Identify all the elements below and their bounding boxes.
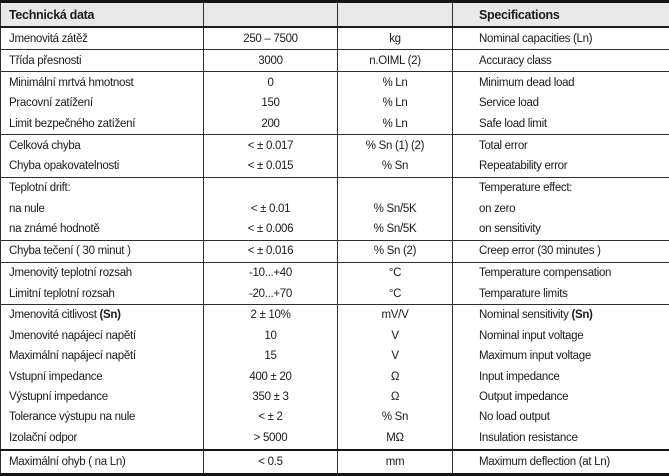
english-label: Temparature limits <box>479 287 568 300</box>
english-label: Temperature effect: <box>479 182 573 195</box>
value-cell: 250 – 7500 <box>204 27 338 50</box>
english-label-cell <box>453 114 669 135</box>
header-unit-cell <box>338 2 453 28</box>
unit-cell: Ω <box>338 367 453 387</box>
czech-label-cell <box>1 72 204 93</box>
czech-label: Maximální napájecí napětí <box>9 350 136 363</box>
czech-label: Třída přesnosti <box>9 54 82 67</box>
czech-label-cell <box>1 305 204 326</box>
czech-label: Jmenovitá zátěž <box>9 32 88 45</box>
english-label: Output impedance <box>479 391 569 404</box>
unit-cell: V <box>338 326 453 346</box>
unit-cell: mV/V <box>338 305 453 326</box>
czech-label-cell <box>1 93 204 113</box>
table-body <box>1 27 669 475</box>
unit-cell: % Sn/5K <box>338 198 453 218</box>
value-cell: < 0.5 <box>204 450 338 475</box>
english-label: Input impedance <box>479 370 560 383</box>
table-header <box>1 2 669 28</box>
english-label-cell <box>453 346 669 366</box>
english-label: on zero <box>479 202 516 215</box>
czech-label-cell <box>1 262 204 283</box>
table-row <box>1 50 669 72</box>
value-cell: < ± 0.015 <box>204 156 338 177</box>
czech-label-cell <box>1 114 204 135</box>
czech-label: Celková chyba <box>9 139 81 152</box>
czech-label: Pracovní zatížení <box>9 97 93 110</box>
czech-label-cell <box>1 428 204 450</box>
table-row <box>1 240 669 262</box>
english-label-cell <box>453 219 669 240</box>
value-cell: 350 ± 3 <box>204 387 338 407</box>
english-label: Safe load limit <box>479 117 547 130</box>
english-label: Minimum dead load <box>479 76 575 89</box>
value-cell: 400 ± 20 <box>204 367 338 387</box>
value-cell: 0 <box>204 72 338 93</box>
english-label: Maximum deflection (at Ln) <box>479 455 610 468</box>
english-label: Service load <box>479 97 539 110</box>
value-cell: -20...+70 <box>204 283 338 304</box>
czech-label-cell <box>1 387 204 407</box>
english-label: Maximum input voltage <box>479 350 591 363</box>
table-row <box>1 450 669 475</box>
unit-cell: mm <box>338 450 453 475</box>
english-label-cell <box>453 387 669 407</box>
unit-cell <box>338 177 453 198</box>
unit-cell: °C <box>338 262 453 283</box>
unit-cell: % Sn <box>338 156 453 177</box>
table-row <box>1 27 669 50</box>
english-label: Temperature compensation <box>479 266 612 279</box>
value-cell: 3000 <box>204 50 338 72</box>
unit-cell: kg <box>338 27 453 50</box>
unit-cell: % Sn/5K <box>338 219 453 240</box>
unit-cell: % Ln <box>338 114 453 135</box>
czech-label: Teplotní drift: <box>9 182 71 195</box>
table-row <box>1 219 669 240</box>
czech-label: Jmenovitý teplotní rozsah <box>9 266 132 279</box>
czech-label: Chyba tečení ( 30 minut ) <box>9 245 131 258</box>
english-label-bold: (Sn) <box>571 309 593 322</box>
czech-label: Výstupní impedance <box>9 391 108 404</box>
czech-label-cell <box>1 135 204 156</box>
table-row <box>1 428 669 450</box>
value-cell: < ± 0.017 <box>204 135 338 156</box>
unit-cell: n.OIML (2) <box>338 50 453 72</box>
value-cell: < ± 0.016 <box>204 240 338 262</box>
english-label-cell <box>453 93 669 113</box>
english-label-cell <box>453 135 669 156</box>
table-row <box>1 156 669 177</box>
english-label: Total error <box>479 139 528 152</box>
table-header-row <box>1 2 669 28</box>
table-row <box>1 367 669 387</box>
czech-label-cell <box>1 177 204 198</box>
table-row <box>1 198 669 218</box>
english-label-cell <box>453 407 669 427</box>
english-label-cell <box>453 50 669 72</box>
czech-label: Vstupní impedance <box>9 370 103 383</box>
czech-label-cell <box>1 219 204 240</box>
table-row <box>1 326 669 346</box>
unit-cell: % Sn (1) (2) <box>338 135 453 156</box>
unit-cell: MΩ <box>338 428 453 450</box>
table-row <box>1 177 669 198</box>
english-label: Creep error (30 minutes ) <box>479 245 601 258</box>
value-cell: 2 ± 10% <box>204 305 338 326</box>
english-label-cell <box>453 240 669 262</box>
czech-label-cell <box>1 283 204 304</box>
value-cell: 15 <box>204 346 338 366</box>
english-label: No load output <box>479 411 550 424</box>
czech-label: Jmenovitá citlivost <box>9 309 97 322</box>
czech-label-cell <box>1 450 204 475</box>
english-label-cell <box>453 450 669 475</box>
unit-cell: % Ln <box>338 93 453 113</box>
table-row <box>1 114 669 135</box>
czech-label-cell <box>1 156 204 177</box>
czech-label: Jmenovité napájecí napětí <box>9 329 136 342</box>
table-row <box>1 93 669 113</box>
czech-label-cell <box>1 50 204 72</box>
czech-label-cell <box>1 27 204 50</box>
value-cell: 200 <box>204 114 338 135</box>
english-label-cell <box>453 428 669 450</box>
table-row <box>1 72 669 93</box>
czech-label: na nule <box>9 202 45 215</box>
czech-label: na známé hodnotě <box>9 223 100 236</box>
table-row <box>1 135 669 156</box>
english-label-cell <box>453 305 669 326</box>
english-label-cell <box>453 198 669 218</box>
english-label: Nominal input voltage <box>479 329 584 342</box>
english-label: on sensitivity <box>479 223 541 236</box>
english-label-cell <box>453 262 669 283</box>
czech-label-bold: (Sn) <box>99 309 121 322</box>
czech-label-cell <box>1 326 204 346</box>
header-specs-title: Specifications <box>453 2 669 28</box>
header-czech-title: Technická data <box>1 2 204 28</box>
unit-cell: % Ln <box>338 72 453 93</box>
value-cell: 150 <box>204 93 338 113</box>
value-cell: 10 <box>204 326 338 346</box>
czech-label-cell <box>1 346 204 366</box>
english-label-cell <box>453 326 669 346</box>
unit-cell: % Sn (2) <box>338 240 453 262</box>
czech-label-cell <box>1 407 204 427</box>
value-cell <box>204 177 338 198</box>
table-row <box>1 305 669 326</box>
english-label: Accuracy class <box>479 54 552 67</box>
czech-label: Chyba opakovatelnosti <box>9 160 120 173</box>
english-label-cell <box>453 27 669 50</box>
table-row <box>1 283 669 304</box>
english-label-cell <box>453 156 669 177</box>
value-cell: < ± 0.006 <box>204 219 338 240</box>
czech-label: Minimální mrtvá hmotnost <box>9 76 134 89</box>
value-cell: -10...+40 <box>204 262 338 283</box>
czech-label: Limitní teplotní rozsah <box>9 287 115 300</box>
english-label-cell <box>453 367 669 387</box>
english-label-cell <box>453 177 669 198</box>
table-row <box>1 346 669 366</box>
english-label: Repeatability error <box>479 160 568 173</box>
table-row <box>1 262 669 283</box>
english-label: Nominal sensitivity <box>479 309 569 322</box>
value-cell: < ± 0.01 <box>204 198 338 218</box>
english-label: Insulation resistance <box>479 432 578 445</box>
unit-cell: Ω <box>338 387 453 407</box>
czech-label-cell <box>1 198 204 218</box>
czech-label-cell <box>1 367 204 387</box>
unit-cell: °C <box>338 283 453 304</box>
value-cell: > 5000 <box>204 428 338 450</box>
unit-cell: V <box>338 346 453 366</box>
english-label: Nominal capacities (Ln) <box>479 32 593 45</box>
czech-label: Limit bezpečného zatížení <box>9 117 136 130</box>
table-row <box>1 387 669 407</box>
english-label-cell <box>453 283 669 304</box>
english-label-cell <box>453 72 669 93</box>
header-value-cell <box>204 2 338 28</box>
czech-label: Tolerance výstupu na nule <box>9 411 136 424</box>
czech-label: Izolační odpor <box>9 432 78 445</box>
czech-label-cell <box>1 240 204 262</box>
table-row <box>1 407 669 427</box>
value-cell: < ± 2 <box>204 407 338 427</box>
unit-cell: % Sn <box>338 407 453 427</box>
czech-label: Maximální ohyb ( na Ln) <box>9 455 126 468</box>
